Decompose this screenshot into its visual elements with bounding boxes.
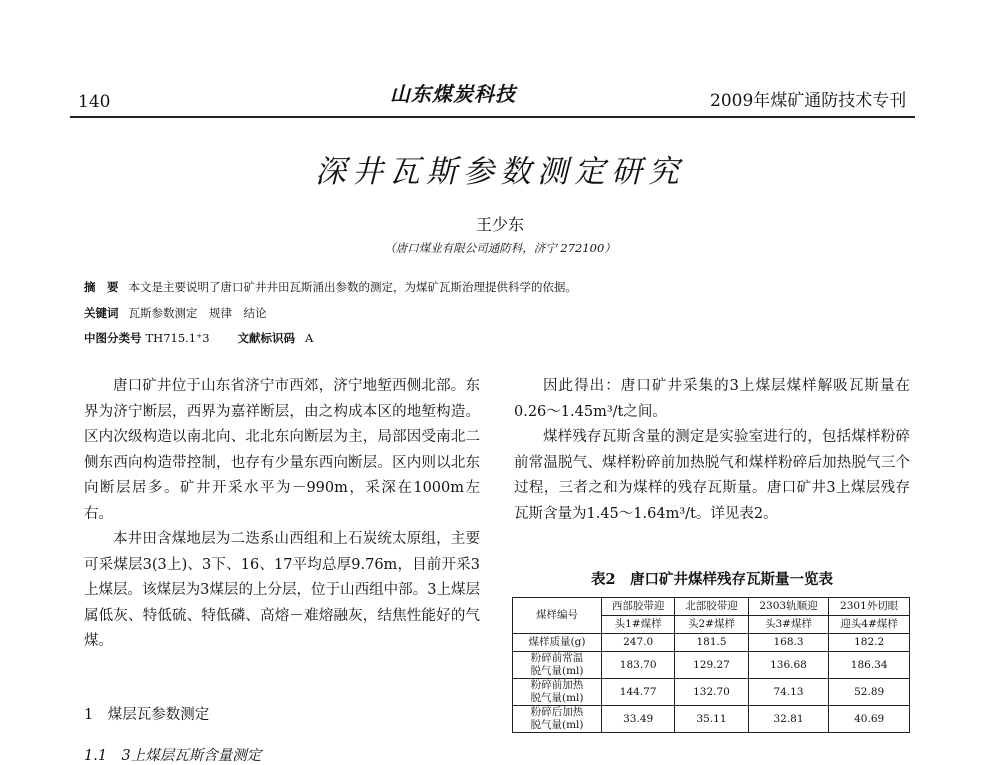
table-corner: 煤样编号 — [513, 598, 602, 634]
table-cell: 168.3 — [748, 634, 829, 652]
table-cell: 182.2 — [829, 634, 910, 652]
subsection-heading: 1.1 3上煤层瓦斯含量测定 — [84, 748, 262, 764]
row-label-line: 粉碎后加热 — [530, 706, 584, 718]
gas-table — [512, 597, 910, 733]
table-cell: 33.49 — [602, 706, 675, 733]
table-header-row — [513, 598, 910, 616]
paragraph: 因此得出：唐口矿井采集的3上煤层煤样解吸瓦斯量在0.26～1.45m³/t之间。 — [514, 378, 910, 420]
table-cell: 247.0 — [602, 634, 675, 652]
article-title: 深井瓦斯参数测定研究 — [315, 154, 685, 190]
clc-value: TH715.1⁺3 — [145, 331, 210, 345]
column-header: 2303轨顺迎 — [748, 598, 829, 616]
table-cell: 74.13 — [748, 679, 829, 706]
table-row — [513, 706, 910, 733]
row-label — [513, 679, 602, 706]
table-cell: 144.77 — [602, 679, 675, 706]
table-cell: 136.68 — [748, 652, 829, 679]
row-label-line: 脱气量(ml) — [530, 692, 584, 704]
row-label — [513, 706, 602, 733]
abstract-text: 本文是主要说明了唐口矿井井田瓦斯涌出参数的测定，为煤矿瓦斯治理提供科学的依据。 — [128, 280, 577, 294]
table-cell: 52.89 — [829, 679, 910, 706]
column-header: 2301外切眼 — [829, 598, 910, 616]
issue-title: 2009年煤矿通防技术专刊 — [710, 91, 907, 111]
table-cell: 186.34 — [829, 652, 910, 679]
table-cell: 40.69 — [829, 706, 910, 733]
table-caption: 表2 唐口矿井煤样残存瓦斯量一览表 — [590, 571, 834, 588]
keywords-label: 关键词 — [84, 306, 119, 320]
table-row — [513, 652, 910, 679]
doccode-label: 文献标识码 — [237, 331, 296, 345]
section-heading: 1 煤层瓦参数测定 — [84, 707, 210, 723]
table-cell: 35.11 — [675, 706, 748, 733]
table-cell: 32.81 — [748, 706, 829, 733]
author: 王少东 — [475, 215, 524, 234]
row-label-line: 脱气量(ml) — [530, 665, 584, 677]
left-column — [84, 374, 480, 655]
page-number: 140 — [78, 92, 111, 112]
table-row — [513, 679, 910, 706]
column-header: 头3#煤样 — [748, 616, 829, 634]
column-header: 西部胶带迎 — [602, 598, 675, 616]
row-label — [513, 652, 602, 679]
column-header: 头2#煤样 — [675, 616, 748, 634]
header-rule — [70, 116, 915, 118]
paragraph: 本井田含煤地层为二迭系山西组和上石炭统太原组，主要可采煤层3(3上)、3下、16、17平均总厚9.76m，目前开采3上煤层。该煤层为3煤层的上分层，位于山西组中部。3上煤层属低灰、特低硫、特低磷、高熔－难熔融灰，结焦性能好的气煤。 — [84, 531, 480, 649]
row-label-line: 粉碎前常温 — [530, 652, 584, 664]
table-cell: 181.5 — [675, 634, 748, 652]
paragraph: 煤样残存瓦斯含量的测定是实验室进行的，包括煤样粉碎前常温脱气、煤样粉碎前加热脱气和煤样粉碎后加热脱气三个过程，三者之和为煤样的残存瓦斯量。唐口矿井3上煤层残存瓦斯含量为1.45～1.64m³/t。详见表2。 — [514, 429, 910, 522]
row-label-line: 粉碎前加热 — [530, 679, 584, 691]
abstract-label: 摘 要 — [84, 280, 119, 294]
column-header: 北部胶带迎 — [675, 598, 748, 616]
column-header: 迎头4#煤样 — [829, 616, 910, 634]
right-column — [514, 374, 910, 527]
doccode-value: A — [305, 331, 314, 345]
table-cell: 183.70 — [602, 652, 675, 679]
table-row — [513, 634, 910, 652]
column-header: 头1#煤样 — [602, 616, 675, 634]
keywords-text: 瓦斯参数测定 规律 结论 — [128, 306, 267, 320]
affiliation: （唐口煤业有限公司通防科，济宁 272100） — [384, 241, 616, 255]
row-label-line: 脱气量(ml) — [530, 719, 584, 731]
row-label: 煤样质量(g) — [513, 634, 602, 652]
abstract — [84, 279, 577, 295]
classification — [84, 330, 313, 346]
paragraph: 唐口矿井位于山东省济宁市西郊，济宁地堑西侧北部。东界为济宁断层，西界为嘉祥断层，由之构成本区的地堑构造。区内次级构造以南北向、北北东向断层为主，局部因受南北二侧东西向构造带控制，也存有少量东西向断层。区内则以北东向断层居多。矿井开采水平为－990m，采深在1000m左右。 — [84, 378, 480, 522]
keywords — [84, 305, 267, 321]
clc-label: 中图分类号 — [84, 331, 142, 345]
table-cell: 132.70 — [675, 679, 748, 706]
journal-logo: 山东煤炭科技 — [390, 82, 516, 106]
table-cell: 129.27 — [675, 652, 748, 679]
